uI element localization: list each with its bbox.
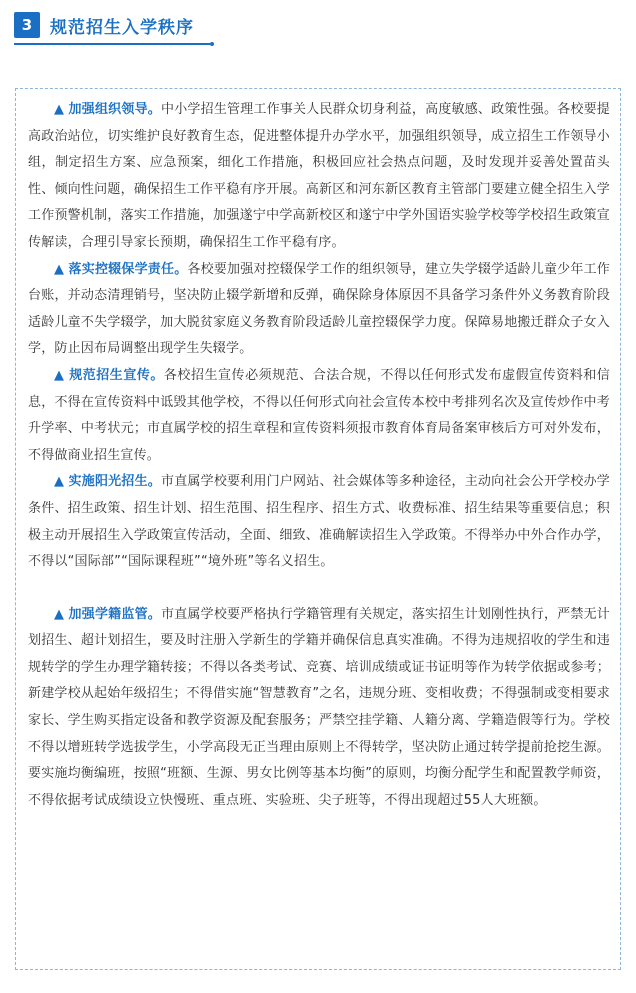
paragraph-heading: 加强学籍监管。 — [68, 606, 161, 622]
triangle-bullet-icon: ▲ — [54, 102, 65, 117]
header-underline — [14, 43, 210, 45]
paragraph-heading: 加强组织领导。 — [68, 102, 161, 117]
paragraph-body: 中小学招生管理工作事关人民群众切身利益，高度敏感、政策性强。各校要提高政治站位，切实维护良好教育生态，促进整体提升办学水平，加强组织领导，成立招生工作领导小组，制定招生方案、应急预案，细化工作措施，积极回应社会热点问题，及时发现并妥善处置苗头性、倾向性问题，确保招生工作平稳有序开展。高新区和河东新区教育主管部门要建立健全招生入学工作预警机制，落实工作措施，加强遂宁中学高新校区和遂宁中学外国语实验学校等学校招生政策宣传解读，合理引导家长预期，确保招生工作平稳有序。 — [28, 102, 610, 250]
triangle-bullet-icon: ▲ — [54, 606, 65, 622]
triangle-bullet-icon: ▲ — [54, 474, 65, 490]
paragraph-body: 市直属学校要严格执行学籍管理有关规定，落实招生计划刚性执行，严禁无计划招生、超计划招生，要及时注册入学新生的学籍并确保信息真实准确。不得为违规招收的学生和违规转学的学生办理学籍转接；不得以各类考试、竞赛、培训成绩或证书证明等作为转学依据或参考；新建学校从起始年级招生；不得借实施“智慧教育”之名，违规分班、变相收费；不得强制或变相要求家长、学生购买指定设备和教学资源及配套服务；严禁空挂学籍、人籍分离、学籍造假等行为。学校不得以增班转学选拔学生，小学高段无正当理由原则上不得转学，坚决防止通过转学提前抢挖生源。要实施均衡编班，按照“班额、生源、男女比例等基本均衡”的原则，均衡分配学生和配置教学师资，不得依据考试成绩设立快慢班、重点班、实验班、尖子班等，不得出现超过55人大班额。 — [28, 606, 610, 808]
paragraph-heading: 实施阳光招生。 — [68, 474, 161, 490]
paragraph-body: 市直属学校要利用门户网站、社会媒体等多种途径，主动向社会公开学校办学条件、招生政策、招生计划、招生范围、招生程序、招生方式、收费标准、招生结果等重要信息；积极主动开展招生入学政策宣传活动，全面、细致、准确解读招生入学政策。不得举办中外合作办学，不得以“国际部”“国际课程班”“境外班”等名义招生。 — [28, 474, 610, 570]
paragraph-publicity — [28, 363, 610, 469]
header-underline-dot — [210, 42, 214, 46]
paragraph-body: 各校招生宣传必须规范、合法合规，不得以任何形式发布虚假宣传资料和信息，不得在宣传资料中诋毁其他学校，不得以任何形式向社会宣传本校中考排列名次及宣传炒作中考升学率、中考状元；市直属学校的招生章程和宣传资料须报市教育体育局备案审核后方可对外发布，不得做商业招生宣传。 — [28, 367, 610, 463]
section-number-badge: 3 — [14, 12, 40, 38]
paragraph-spacer — [28, 576, 610, 602]
paragraph-sunshine-enrollment — [28, 469, 610, 575]
paragraph-organization — [28, 97, 610, 257]
paragraph-body: 各校要加强对控辍保学工作的组织领导，建立失学辍学适龄儿童少年工作台账，并动态清理销号，坚决防止辍学新增和反弹，确保除身体原因不具备学习条件外义务教育阶段适龄儿童不失学辍学，加大脱贫家庭义务教育阶段适龄儿童控辍保学力度。保障易地搬迁群众子女入学，防止因布局调整出现学生失辍学。 — [28, 261, 610, 357]
triangle-bullet-icon: ▲ — [54, 367, 65, 383]
triangle-bullet-icon: ▲ — [54, 261, 65, 277]
paragraph-dropout-control — [28, 257, 610, 363]
paragraph-heading: 落实控辍保学责任。 — [68, 261, 188, 277]
paragraph-heading: 规范招生宣传。 — [69, 367, 164, 383]
section-title: 规范招生入学秩序 — [50, 17, 194, 38]
paragraph-status-supervision — [28, 602, 610, 815]
section-header — [14, 12, 194, 38]
content-box — [15, 88, 621, 970]
